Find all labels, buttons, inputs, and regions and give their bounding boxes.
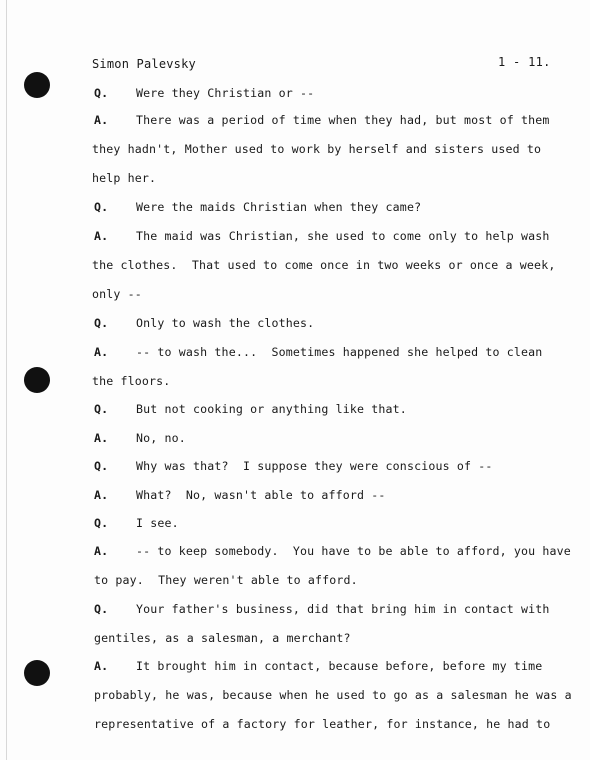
speaker-label: A.	[94, 229, 109, 243]
transcript-line	[94, 345, 542, 359]
transcript-line	[94, 488, 386, 502]
line-text: -- to keep somebody. You have to be able to afford, you have	[136, 544, 571, 558]
transcript-line	[94, 459, 493, 473]
line-text: only --	[92, 287, 142, 301]
line-text: Were they Christian or --	[136, 86, 315, 100]
transcript-line	[92, 258, 555, 272]
page-number: 1 - 11.	[498, 55, 551, 69]
punch-hole-bottom	[24, 660, 50, 686]
line-text: I see.	[136, 516, 179, 530]
transcript-line	[94, 402, 407, 416]
speaker-label: A.	[94, 488, 109, 502]
transcript-line	[94, 200, 421, 214]
transcript-line	[94, 516, 179, 530]
speaker-label: Q.	[94, 459, 109, 473]
line-text: the clothes. That used to come once in two weeks or once a week,	[92, 258, 556, 272]
transcript-line	[92, 142, 541, 156]
speaker-label: Q.	[94, 402, 109, 416]
speaker-label: A.	[94, 659, 109, 673]
punch-hole-middle	[24, 367, 50, 393]
line-text: It brought him in contact, because before, before my time	[136, 659, 543, 673]
transcript-line	[94, 431, 186, 445]
transcript-line	[94, 573, 358, 587]
transcript-line	[94, 602, 550, 616]
transcript-line	[94, 316, 314, 330]
transcript-line	[92, 287, 142, 301]
transcript-line	[94, 86, 314, 100]
line-text: But not cooking or anything like that.	[136, 402, 407, 416]
line-text: to pay. They weren't able to afford.	[94, 573, 358, 587]
line-text: the floors.	[92, 374, 171, 388]
line-text: they hadn't, Mother used to work by herself and sisters used to	[92, 142, 542, 156]
transcript-line	[94, 631, 351, 645]
transcript-line	[92, 374, 170, 388]
interviewee-name: Simon Palevsky	[92, 57, 196, 71]
speaker-label: Q.	[94, 200, 109, 214]
speaker-label: Q.	[94, 86, 109, 100]
transcript-line	[92, 171, 156, 185]
line-text: Your father's business, did that bring him in contact with	[136, 602, 550, 616]
line-text: No, no.	[136, 431, 186, 445]
transcript-line	[94, 229, 550, 243]
speaker-label: A.	[94, 544, 109, 558]
line-text: Only to wash the clothes.	[136, 316, 315, 330]
line-text: Why was that? I suppose they were conscious of --	[136, 459, 493, 473]
speaker-label: Q.	[94, 316, 109, 330]
speaker-label: A.	[94, 113, 109, 127]
transcript-line	[94, 113, 550, 127]
speaker-label: A.	[94, 345, 109, 359]
line-text: help her.	[92, 171, 157, 185]
line-text: There was a period of time when they had, but most of them	[136, 113, 550, 127]
transcript-line	[94, 659, 542, 673]
speaker-label: Q.	[94, 602, 109, 616]
line-text: -- to wash the... Sometimes happened she helped to clean	[136, 345, 543, 359]
transcript-line	[94, 717, 550, 731]
speaker-label: Q.	[94, 516, 109, 530]
line-text: Were the maids Christian when they came?	[136, 200, 422, 214]
line-text: gentiles, as a salesman, a merchant?	[94, 631, 351, 645]
speaker-label: A.	[94, 431, 109, 445]
line-text: What? No, wasn't able to afford --	[136, 488, 386, 502]
transcript-line	[94, 544, 571, 558]
line-text: The maid was Christian, she used to come only to help wash	[136, 229, 550, 243]
line-text: representative of a factory for leather, for instance, he had to	[94, 717, 551, 731]
line-text: probably, he was, because when he used to go as a salesman he was a	[94, 688, 572, 702]
page-edge-line	[6, 0, 7, 760]
transcript-line	[94, 688, 572, 702]
punch-hole-top	[24, 72, 50, 98]
